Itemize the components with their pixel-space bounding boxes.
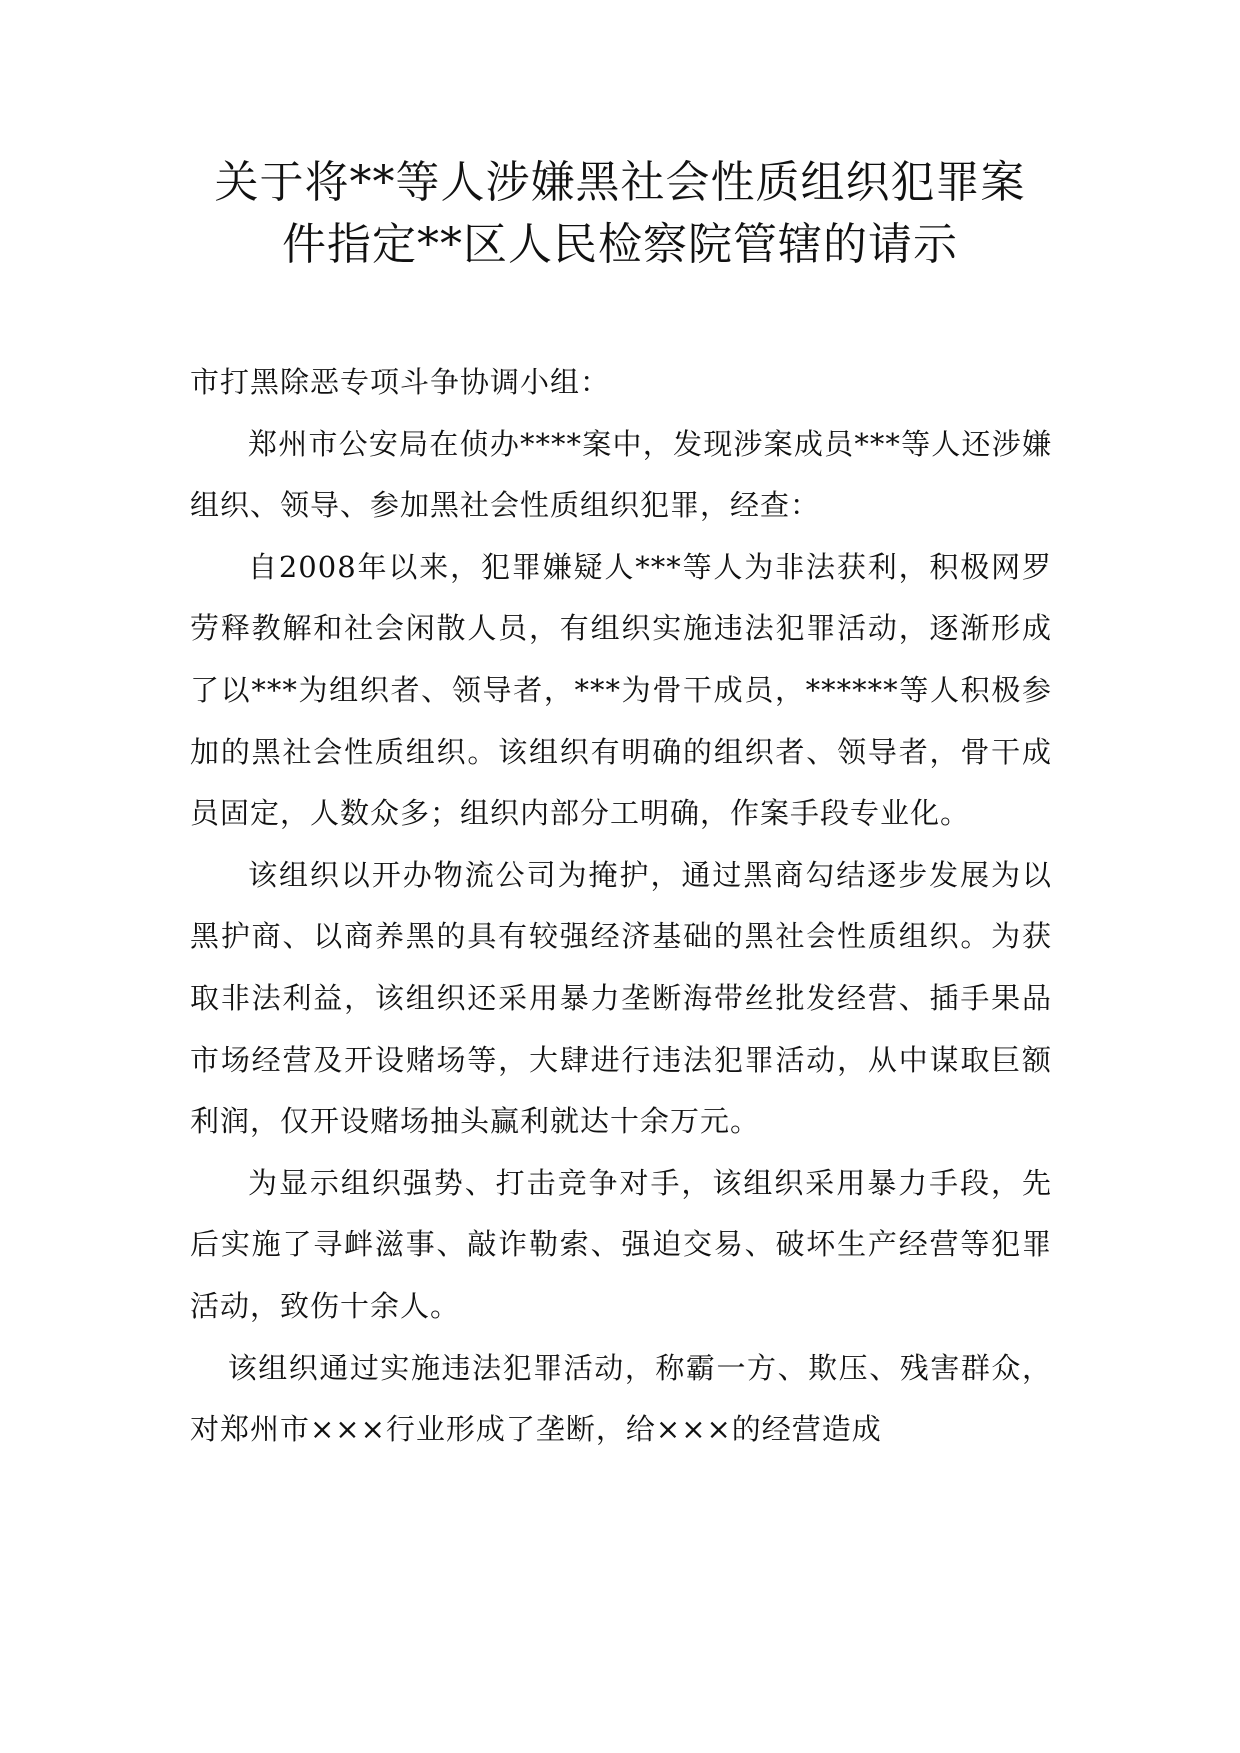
paragraph-1: 郑州市公安局在侦办****案中，发现涉案成员***等人还涉嫌组织、领导、参加黑社会性质组织犯罪，经查： (190, 426, 1052, 523)
document-body (190, 352, 1052, 1461)
paragraph-4: 为显示组织强势、打击竞争对手，该组织采用暴力手段，先后实施了寻衅滋事、敲诈勒索、强迫交易、破坏生产经营等犯罪活动，致伤十余人。 (190, 1165, 1052, 1323)
title-line-1: 关于将**等人涉嫌黑社会性质组织犯罪案 (214, 157, 1026, 208)
paragraph-3: 该组织以开办物流公司为掩护，通过黑商勾结逐步发展为以黑护商、以商养黑的具有较强经济基础的黑社会性质组织。为获取非法利益，该组织还采用暴力垄断海带丝批发经营、插手果品市场经营及开设赌场等，大肆进行违法犯罪活动，从中谋取巨额利润，仅开设赌场抽头赢利就达十余万元。 (190, 857, 1052, 1139)
title-line-2: 件指定**区人民检察院管辖的请示 (282, 219, 958, 270)
paragraph-2: 自2008年以来，犯罪嫌疑人***等人为非法获利，积极网罗劳释教解和社会闲散人员，有组织实施违法犯罪活动，逐渐形成了以***为组织者、领导者，***为骨干成员，******等人积极参加的黑社会性质组织。该组织有明确的组织者、领导者，骨干成员固定，人数众多；组织内部分工明确，作案手段专业化。 (190, 549, 1052, 831)
document-title (150, 152, 1090, 276)
paragraph-5: 该组织通过实施违法犯罪活动，称霸一方、欺压、残害群众，对郑州市×××行业形成了垄断，给×××的经营造成 (190, 1350, 1052, 1447)
salutation: 市打黑除恶专项斗争协调小组： (190, 365, 611, 399)
